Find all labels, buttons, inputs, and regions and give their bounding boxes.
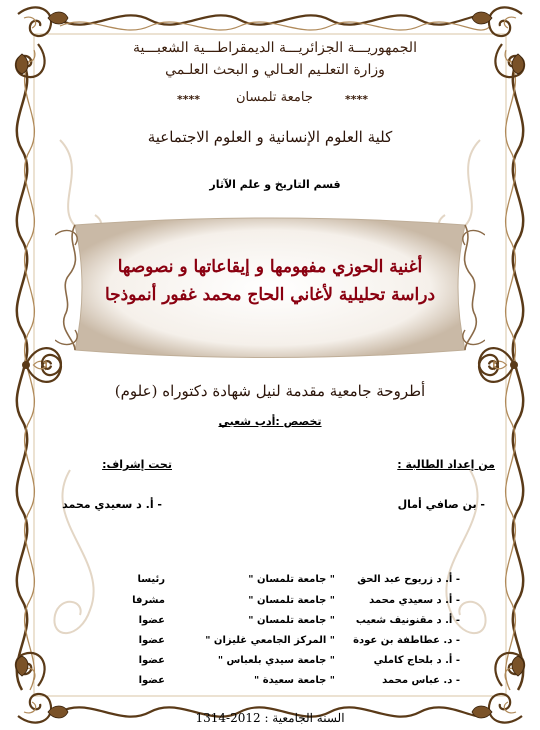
jury-member-name: - أ. د زريوح عبد الحق <box>357 574 460 585</box>
corner-ornament-top-left <box>16 7 68 77</box>
jury-member-institution: " المركز الجامعي غليزان " <box>205 635 335 646</box>
stars-right: **** <box>345 93 369 106</box>
jury-row <box>100 655 460 671</box>
jury-member-role: عضوا <box>138 635 165 646</box>
corner-ornament-top-right <box>472 7 524 77</box>
jury-member-institution: " جامعة تلمسان " <box>248 615 335 626</box>
jury-member-name: - د. عباس محمد <box>382 675 460 686</box>
thesis-title-line-1: أغنية الحوزي مفهومها و إيقاعاتها و نصوصها <box>117 257 423 277</box>
academic-year: السنة الجامعية : 2012-1314 <box>195 711 345 725</box>
jury-row <box>100 595 460 611</box>
background-swirl-left <box>54 140 101 633</box>
jury-member-institution: " جامعة سيدي بلعباس " <box>217 655 335 666</box>
jury-member-name: - أ. د سعيدي محمد <box>369 595 460 606</box>
jury-row <box>100 635 460 651</box>
thesis-specialty: تخصص :أدب شعبي <box>218 415 322 428</box>
jury-member-name: - د. عطاطفة بن عودة <box>353 635 460 646</box>
supervised-by-label: تحت إشراف: <box>102 458 172 471</box>
thesis-title-line-2: دراسة تحليلية لأغاني الحاج محمد غفور أنموذجا <box>104 285 436 305</box>
jury-member-role: عضوا <box>138 675 165 686</box>
jury-row <box>100 574 460 590</box>
jury-member-institution: " جامعة تلمسان " <box>248 595 335 606</box>
supervisor-name: - أ. د سعيدي محمد <box>62 498 162 511</box>
jury-member-name: - أ. د مقنونيف شعيب <box>355 615 460 626</box>
department-name: قسم التاريخ و علم الآثار <box>209 178 341 191</box>
jury-member-name: - أ. د بلحاج كاملي <box>373 655 460 666</box>
jury-row <box>100 675 460 691</box>
jury-member-role: رئيسا <box>137 574 165 585</box>
jury-member-role: عضوا <box>138 615 165 626</box>
jury-member-role: عضوا <box>138 655 165 666</box>
ministry-name: وزارة التعلـيم العـالي و البحث العلـمي <box>165 62 385 78</box>
faculty-name: كلية العلوم الإنسانية و العلوم الاجتماعية <box>147 128 393 146</box>
background-swirl-right <box>439 140 486 633</box>
jury-member-institution: " جامعة سعيدة " <box>254 675 335 686</box>
republic-name: الجمهوريـــة الجزائريـــة الديمقراطـــية الشعبـــية <box>133 40 417 56</box>
top-border-chain <box>60 15 490 30</box>
university-name: جامعة تلمسان <box>236 90 313 105</box>
prepared-by-label: من إعداد الطالبة : <box>397 458 495 471</box>
jury-member-institution: " جامعة تلمسان " <box>248 574 335 585</box>
jury-row <box>100 615 460 631</box>
thesis-description: أطروحة جامعية مقدمة لنيل شهادة دكتوراه (علوم) <box>114 382 426 400</box>
jury-member-role: مشرفا <box>132 595 165 606</box>
stars-left: **** <box>177 93 201 106</box>
corner-ornament-bottom-left <box>16 653 68 723</box>
student-name: - بن صافي أمال <box>397 498 485 511</box>
corner-ornament-bottom-right <box>472 653 524 723</box>
